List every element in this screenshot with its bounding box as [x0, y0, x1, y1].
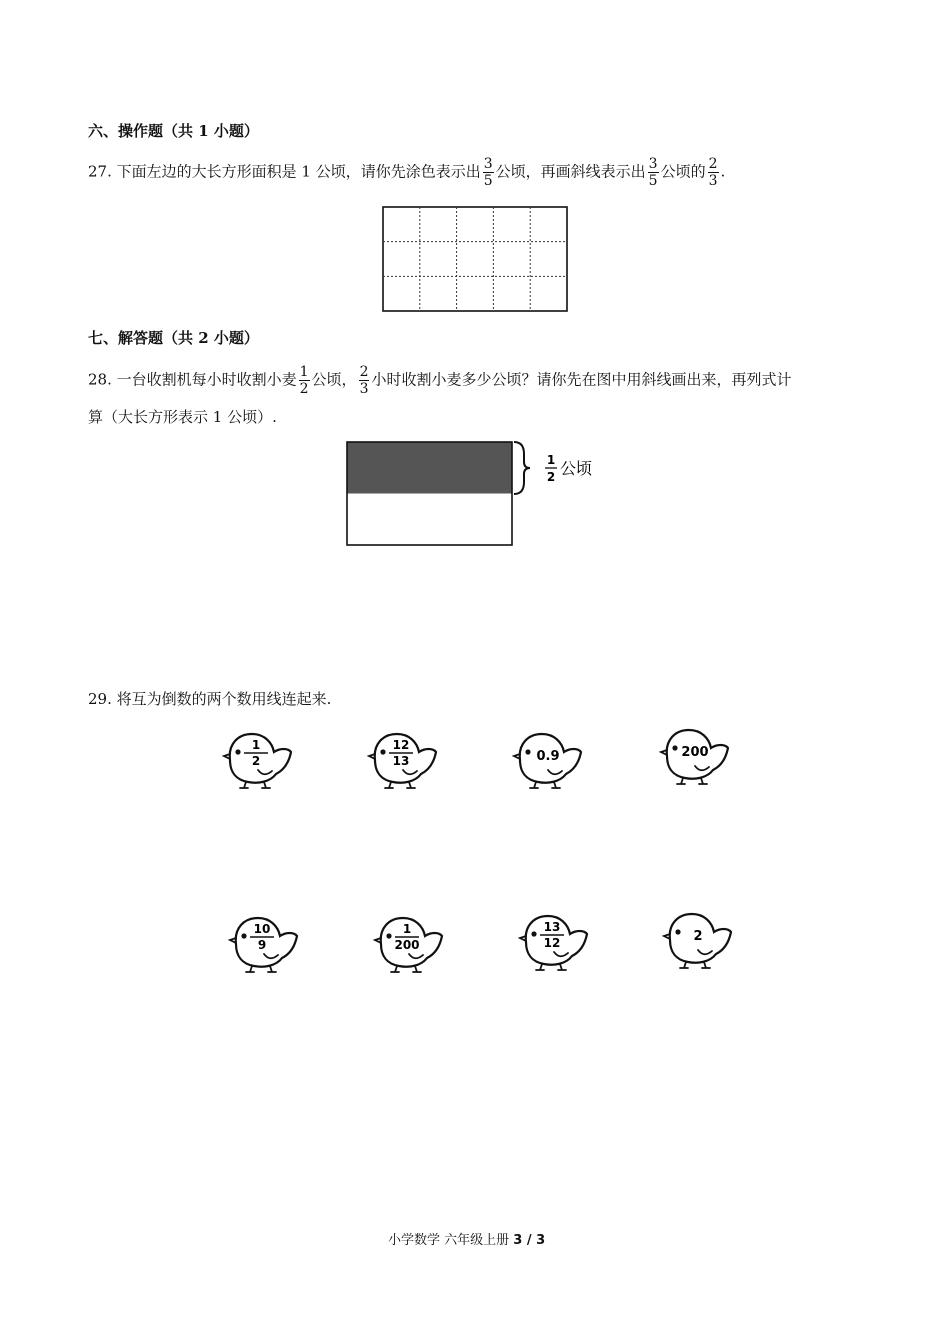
- q27-part-2: 公顷，再画斜线表示出: [495, 162, 646, 181]
- q27-grid-rectangle[interactable]: [380, 204, 570, 314]
- chick-eye: [380, 749, 385, 754]
- q28-fraction-1-den: 2: [299, 381, 309, 397]
- q28-brace: [514, 442, 530, 494]
- q27-fraction-1: [483, 156, 494, 189]
- q28-label-den: 2: [546, 470, 556, 484]
- question-28-text: [88, 364, 792, 397]
- chick-number-numerator: 1: [402, 922, 412, 936]
- chick-number-numerator: 12: [392, 738, 410, 752]
- chick-number-denominator: 9: [257, 938, 267, 952]
- q28-label-unit: 公顷: [560, 459, 593, 478]
- chick-top-1[interactable]: [214, 726, 298, 792]
- chick-number-value: 0.9: [536, 749, 560, 764]
- q28-fraction-1-num: 1: [299, 364, 309, 380]
- q27-fraction-2-num: 3: [648, 156, 658, 172]
- chick-number-value: 2: [693, 929, 703, 944]
- chick-number-numerator: 13: [543, 920, 561, 934]
- q27-fraction-1-den: 5: [483, 173, 493, 189]
- chick-smile: [548, 770, 562, 774]
- chick-top-2[interactable]: [359, 726, 443, 792]
- q28-fraction-2: [359, 364, 370, 397]
- chick-smile: [409, 954, 423, 958]
- section-six-heading: 六、操作题（共 1 小题）: [88, 122, 259, 140]
- q27-part-3: 公顷的: [660, 162, 706, 181]
- q28-part-1: 28. 一台收割机每小时收割小麦: [88, 370, 297, 389]
- question-29-text: 29. 将互为倒数的两个数用线连起来.: [88, 690, 332, 708]
- q28-diagram[interactable]: [340, 436, 610, 552]
- q27-part-4: .: [720, 162, 726, 181]
- chick-eye: [525, 749, 530, 754]
- section-seven-heading: 七、解答题（共 2 小题）: [88, 329, 259, 347]
- chick-bottom-3[interactable]: [510, 908, 594, 974]
- chick-eye: [235, 749, 240, 754]
- chick-eye: [675, 929, 680, 934]
- q27-fraction-2: [648, 156, 659, 189]
- q28-fraction-2-den: 3: [359, 381, 369, 397]
- chick-smile: [258, 770, 272, 774]
- chick-number-value: 200: [681, 745, 709, 760]
- q28-part-3: 小时收割小麦多少公顷？请你先在图中用斜线画出来，再列式计: [371, 370, 792, 389]
- chick-bottom-2[interactable]: [365, 910, 449, 976]
- q27-fraction-2-den: 5: [648, 173, 658, 189]
- chick-bottom-1[interactable]: [220, 910, 304, 976]
- chick-number-denominator: 13: [392, 754, 410, 768]
- chick-smile: [698, 950, 712, 954]
- page-footer: [388, 1229, 545, 1248]
- q28-label-num: 1: [546, 453, 556, 467]
- q27-fraction-3-num: 2: [708, 156, 718, 172]
- chick-eye: [531, 931, 536, 936]
- chick-eye: [386, 933, 391, 938]
- chick-eye: [672, 745, 677, 750]
- q27-part-1: 27. 下面左边的大长方形面积是 1 公顷，请你先涂色表示出: [88, 162, 481, 181]
- q28-shaded-part: [347, 442, 512, 494]
- chick-smile: [695, 766, 709, 770]
- chick-smile: [554, 952, 568, 956]
- q28-fraction-2-num: 2: [359, 364, 369, 380]
- chick-top-3[interactable]: [504, 726, 588, 792]
- question-27-text: [88, 156, 725, 189]
- chick-smile: [403, 770, 417, 774]
- chick-number-numerator: 1: [251, 738, 261, 752]
- q27-fraction-3: [708, 156, 719, 189]
- q27-grid-border: [383, 207, 567, 311]
- q27-fraction-1-num: 3: [483, 156, 493, 172]
- chick-number-denominator: 12: [543, 936, 561, 950]
- chick-bottom-4[interactable]: [654, 906, 738, 972]
- q28-part-2: 公顷，: [311, 370, 357, 389]
- chick-eye: [241, 933, 246, 938]
- question-28-text-line-2: 算（大长方形表示 1 公顷）.: [88, 408, 277, 426]
- chick-body: [230, 734, 291, 783]
- chick-number-denominator: 2: [251, 754, 261, 768]
- footer-page-number: 3 / 3: [513, 1233, 546, 1248]
- chick-number-denominator: 200: [394, 938, 420, 952]
- chick-number-numerator: 10: [253, 922, 271, 936]
- q28-fraction-1: [299, 364, 310, 397]
- chick-smile: [264, 954, 278, 958]
- q27-fraction-3-den: 3: [708, 173, 718, 189]
- chick-top-4[interactable]: [651, 722, 735, 788]
- footer-subject: 小学数学 六年级上册: [388, 1233, 510, 1248]
